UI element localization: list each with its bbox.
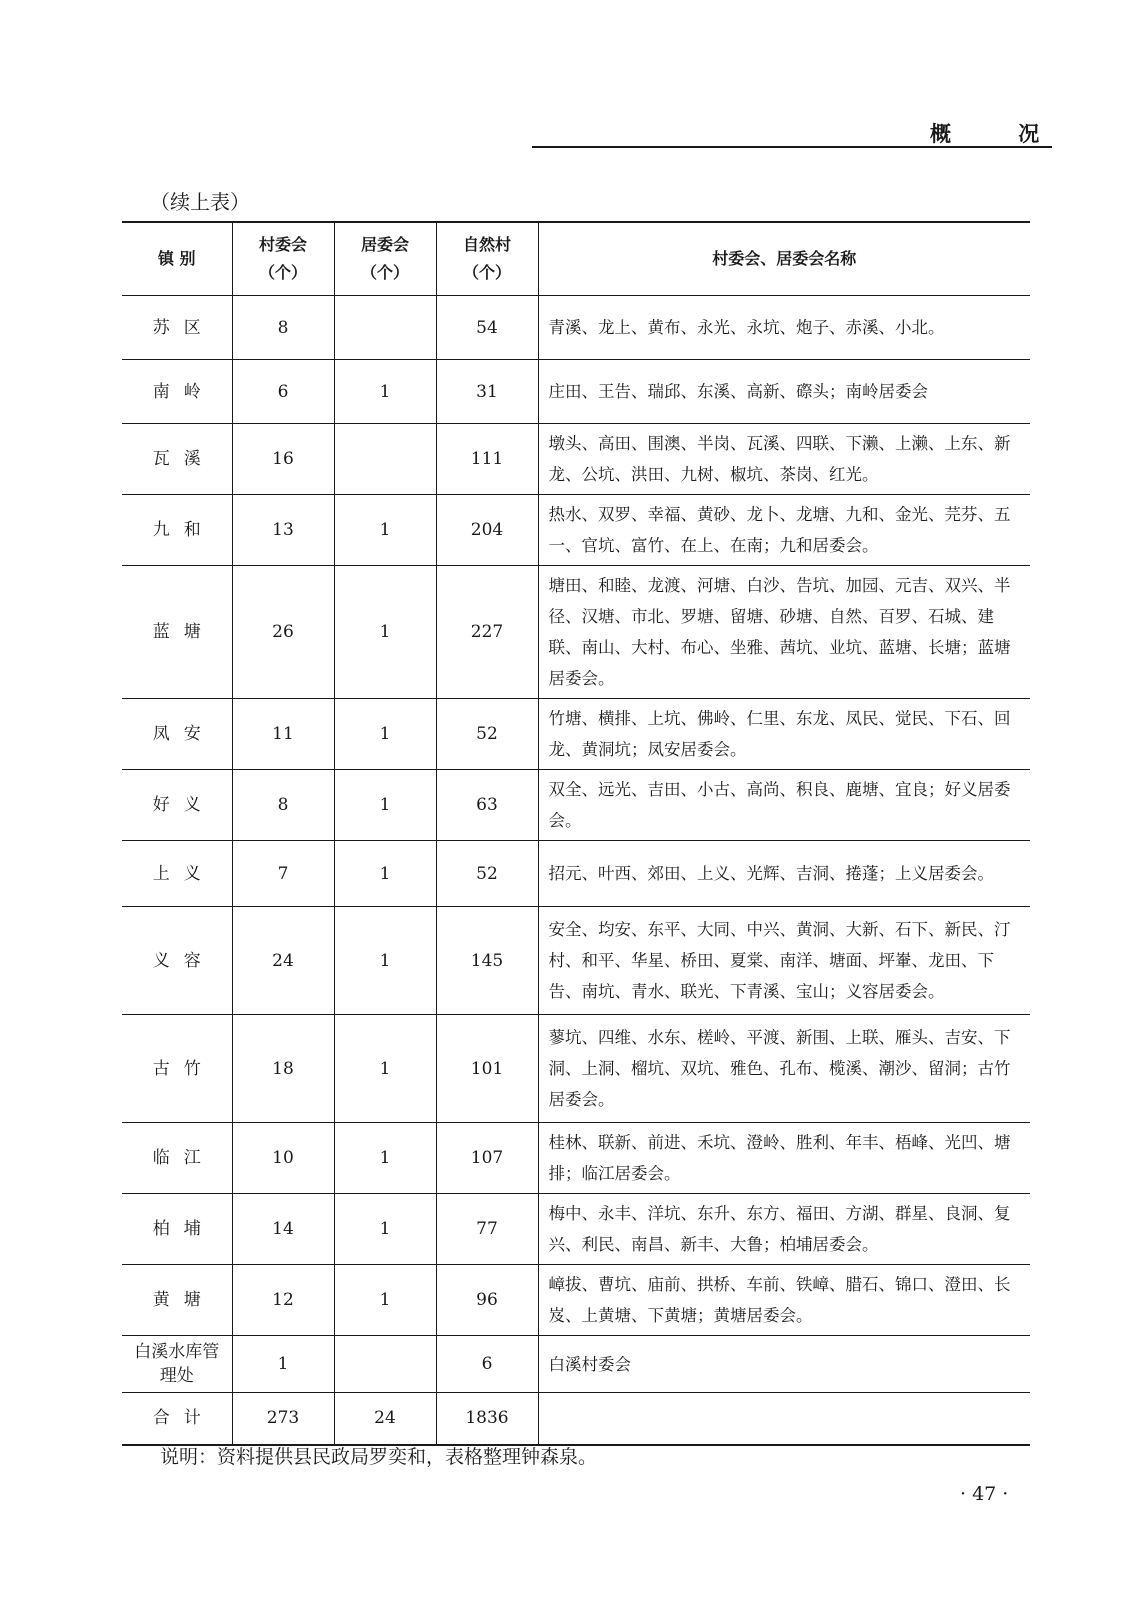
committee-names-cell: 招元、叶西、郊田、上义、光辉、吉洞、捲蓬；上义居委会。 xyxy=(538,841,1030,907)
natural-villages-cell: 77 xyxy=(436,1194,538,1265)
natural-villages-cell: 6 xyxy=(436,1336,538,1393)
committee-names-cell: 青溪、龙上、黄布、永光、永坑、炮子、赤溪、小北。 xyxy=(538,296,1030,360)
col-natural-villages: 自然村 （个） xyxy=(436,222,538,296)
col-town: 镇 别 xyxy=(122,222,232,296)
committee-names-cell: 双全、远光、吉田、小古、高尚、积良、鹿塘、宜良；好义居委会。 xyxy=(538,770,1030,841)
village-committees-cell: 26 xyxy=(232,566,334,699)
committee-names-cell: 庄田、王告、瑞邱、东溪、高新、磜头；南岭居委会 xyxy=(538,360,1030,424)
table-row xyxy=(122,699,1030,770)
table-row xyxy=(122,841,1030,907)
town-cell: 临江 xyxy=(122,1123,232,1194)
natural-villages-cell: 54 xyxy=(436,296,538,360)
table-row xyxy=(122,495,1030,566)
natural-villages-cell: 52 xyxy=(436,841,538,907)
village-committees-cell: 13 xyxy=(232,495,334,566)
resident-committees-cell: 1 xyxy=(334,566,436,699)
village-committees-cell: 24 xyxy=(232,907,334,1015)
col-resident-committees: 居委会 （个） xyxy=(334,222,436,296)
header-rule xyxy=(532,146,1052,148)
natural-villages-cell: 111 xyxy=(436,424,538,495)
resident-committees-cell: 1 xyxy=(334,699,436,770)
town-cell: 黄塘 xyxy=(122,1265,232,1336)
resident-committees-cell: 1 xyxy=(334,770,436,841)
village-committees-cell: 8 xyxy=(232,296,334,360)
committee-names-cell: 嶂拔、曹坑、庙前、拱桥、车前、铁嶂、腊石、锦口、澄田、长岌、上黄塘、下黄塘；黄塘居委会。 xyxy=(538,1265,1030,1336)
col-committee-names: 村委会、居委会名称 xyxy=(538,222,1030,296)
table-row xyxy=(122,1015,1030,1123)
resident-committees-cell: 1 xyxy=(334,1015,436,1123)
resident-committees-cell xyxy=(334,1336,436,1393)
resident-committees-cell: 1 xyxy=(334,360,436,424)
committee-names-cell: 墩头、高田、围澳、半岗、瓦溪、四联、下濑、上濑、上东、新龙、公坑、洪田、九树、椒坑、茶岗、红光。 xyxy=(538,424,1030,495)
town-cell: 好义 xyxy=(122,770,232,841)
page-number: · 47 · xyxy=(960,1483,1009,1505)
resident-committees-cell: 1 xyxy=(334,1194,436,1265)
town-cell: 苏区 xyxy=(122,296,232,360)
village-committees-cell: 12 xyxy=(232,1265,334,1336)
table-row xyxy=(122,1336,1030,1393)
committee-names-cell: 蓼坑、四维、水东、槎岭、平渡、新围、上联、雁头、吉安、下洞、上洞、榴坑、双坑、雅色、孔布、榄溪、潮沙、留洞；古竹居委会。 xyxy=(538,1015,1030,1123)
natural-villages-cell: 145 xyxy=(436,907,538,1015)
natural-villages-cell: 96 xyxy=(436,1265,538,1336)
natural-villages-cell: 31 xyxy=(436,360,538,424)
natural-villages-cell: 101 xyxy=(436,1015,538,1123)
table-caption: （续上表） xyxy=(150,190,250,214)
town-cell: 合计 xyxy=(122,1393,232,1445)
table-row xyxy=(122,296,1030,360)
table-row xyxy=(122,360,1030,424)
natural-villages-cell: 204 xyxy=(436,495,538,566)
resident-committees-cell: 1 xyxy=(334,1123,436,1194)
natural-villages-cell: 227 xyxy=(436,566,538,699)
village-committees-cell: 6 xyxy=(232,360,334,424)
committee-names-cell: 桂林、联新、前进、禾坑、澄岭、胜利、年丰、梧峰、光凹、塘排；临江居委会。 xyxy=(538,1123,1030,1194)
committee-names-cell xyxy=(538,1393,1030,1445)
table-row xyxy=(122,566,1030,699)
natural-villages-cell: 52 xyxy=(436,699,538,770)
resident-committees-cell: 24 xyxy=(334,1393,436,1445)
section-title: 概 况 xyxy=(930,122,1070,146)
resident-committees-cell: 1 xyxy=(334,1265,436,1336)
committee-names-cell: 梅中、永丰、洋坑、东升、东方、福田、方湖、群星、良洞、复兴、利民、南昌、新丰、大鲁；柏埔居委会。 xyxy=(538,1194,1030,1265)
table-row xyxy=(122,1123,1030,1194)
village-committees-cell: 273 xyxy=(232,1393,334,1445)
table-row xyxy=(122,1194,1030,1265)
resident-committees-cell: 1 xyxy=(334,841,436,907)
table-header-row xyxy=(122,222,1030,296)
village-committees-cell: 14 xyxy=(232,1194,334,1265)
village-committees-cell: 16 xyxy=(232,424,334,495)
village-committees-cell: 18 xyxy=(232,1015,334,1123)
table-row xyxy=(122,424,1030,495)
village-committees-cell: 10 xyxy=(232,1123,334,1194)
town-cell: 凤安 xyxy=(122,699,232,770)
town-cell: 白溪水库管理处 xyxy=(122,1336,232,1393)
resident-committees-cell xyxy=(334,424,436,495)
natural-villages-cell: 63 xyxy=(436,770,538,841)
town-cell: 蓝塘 xyxy=(122,566,232,699)
village-committees-cell: 8 xyxy=(232,770,334,841)
town-cell: 古竹 xyxy=(122,1015,232,1123)
committee-names-cell: 热水、双罗、幸福、黄砂、龙卜、龙塘、九和、金光、芫芬、五一、官坑、富竹、在上、在南；九和居委会。 xyxy=(538,495,1030,566)
table-row xyxy=(122,1393,1030,1445)
town-cell: 南岭 xyxy=(122,360,232,424)
committee-names-cell: 安全、均安、东平、大同、中兴、黄洞、大新、石下、新民、汀村、和平、华星、桥田、夏棠、南洋、塘面、坪輋、龙田、下告、南坑、青水、联光、下青溪、宝山；义容居委会。 xyxy=(538,907,1030,1015)
resident-committees-cell xyxy=(334,296,436,360)
town-cell: 义容 xyxy=(122,907,232,1015)
table-row xyxy=(122,770,1030,841)
committee-names-cell: 白溪村委会 xyxy=(538,1336,1030,1393)
village-committees-cell: 7 xyxy=(232,841,334,907)
resident-committees-cell: 1 xyxy=(334,495,436,566)
village-committees-cell: 11 xyxy=(232,699,334,770)
resident-committees-cell: 1 xyxy=(334,907,436,1015)
village-committee-table xyxy=(122,221,1030,1446)
committee-names-cell: 竹塘、横排、上坑、佛岭、仁里、东龙、凤民、觉民、下石、回龙、黄洞坑；凤安居委会。 xyxy=(538,699,1030,770)
town-cell: 上义 xyxy=(122,841,232,907)
committee-names-cell: 塘田、和睦、龙渡、河塘、白沙、告坑、加园、元吉、双兴、半径、汉塘、市北、罗塘、留塘、砂塘、自然、百罗、石城、建联、南山、大村、布心、坐雅、茜坑、业坑、蓝塘、长塘；蓝塘居委会。 xyxy=(538,566,1030,699)
table-row xyxy=(122,1265,1030,1336)
natural-villages-cell: 1836 xyxy=(436,1393,538,1445)
table-row xyxy=(122,907,1030,1015)
town-cell: 九和 xyxy=(122,495,232,566)
town-cell: 柏埔 xyxy=(122,1194,232,1265)
village-committees-cell: 1 xyxy=(232,1336,334,1393)
town-cell: 瓦溪 xyxy=(122,424,232,495)
col-village-committees: 村委会 （个） xyxy=(232,222,334,296)
footnote: 说明：资料提供县民政局罗奕和，表格整理钟森泉。 xyxy=(160,1446,598,1468)
natural-villages-cell: 107 xyxy=(436,1123,538,1194)
